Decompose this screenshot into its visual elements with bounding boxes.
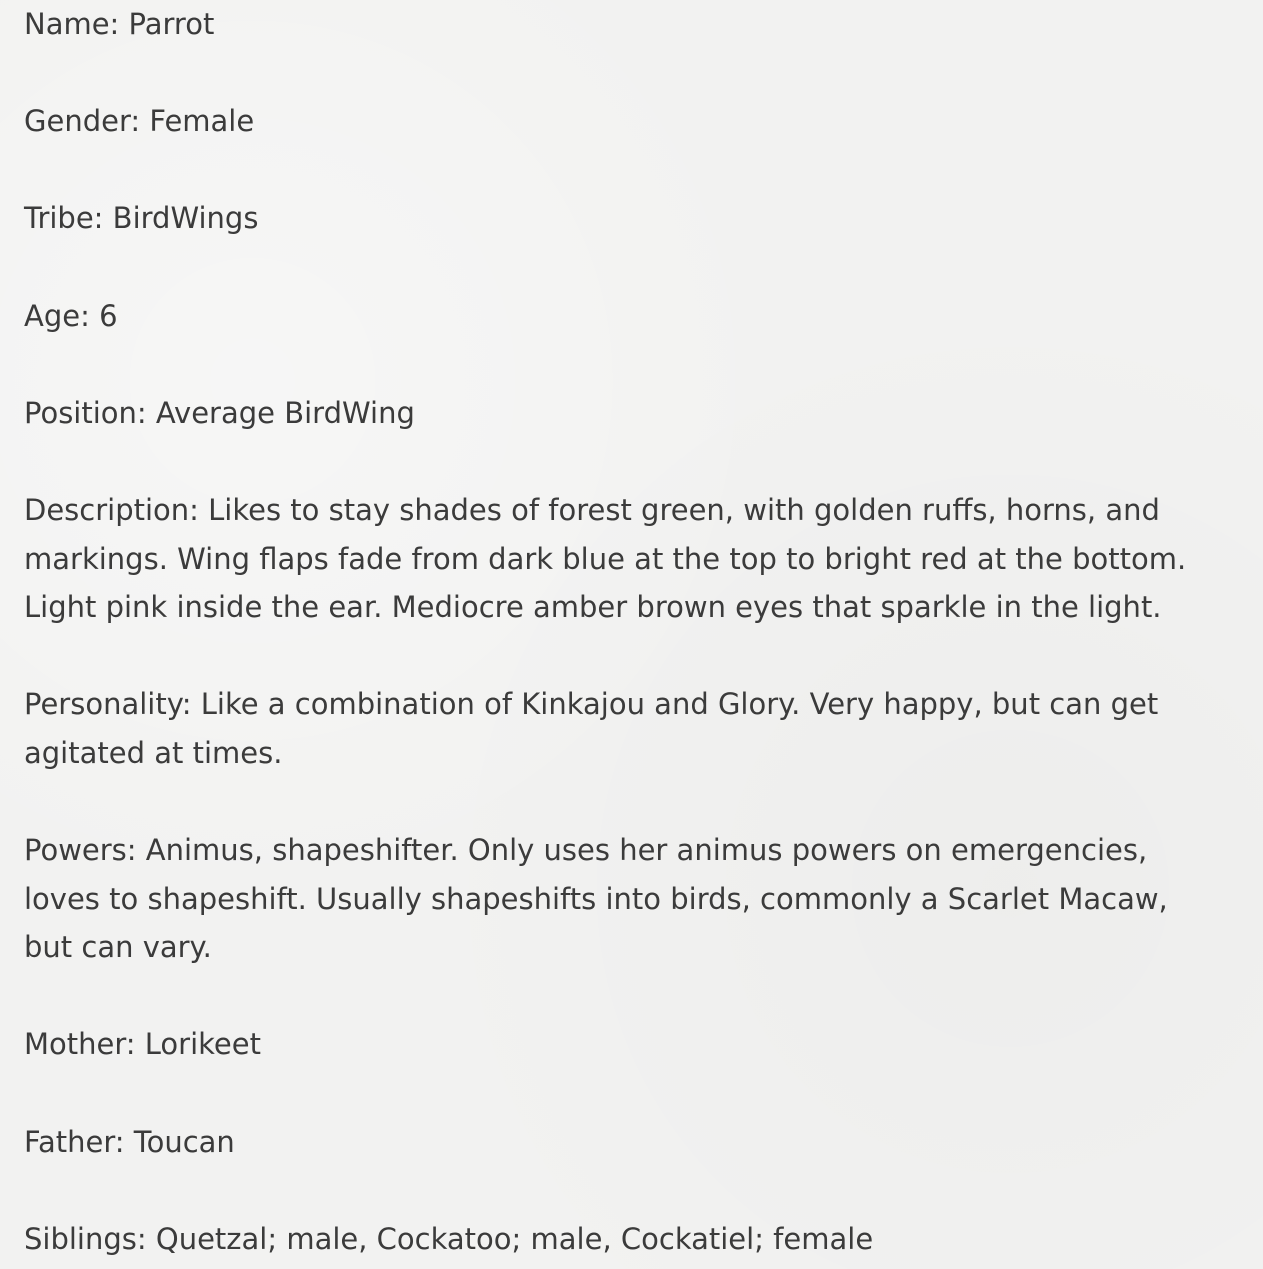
- age-line: Age: 6: [24, 298, 118, 333]
- blank-line: [24, 146, 1249, 195]
- position-line: Position: Average BirdWing: [24, 395, 415, 430]
- gender-line: Gender: Female: [24, 104, 255, 139]
- blank-line: [24, 972, 1249, 1021]
- powers-line-2: loves to shapeshift. Usually shapeshifts into birds, commonly a Scarlet Macaw,: [24, 881, 1168, 916]
- father-line: Father: Toucan: [24, 1124, 235, 1159]
- personality-line-1: Personality: Like a combination of Kinkajou and Glory. Very happy, but can get: [24, 687, 1159, 722]
- description-line-3: Light pink inside the ear. Mediocre amber brown eyes that sparkle in the light.: [24, 590, 1162, 625]
- name-line: Name: Parrot: [24, 7, 215, 41]
- blank-line: [24, 49, 1249, 98]
- blank-line: [24, 778, 1249, 827]
- siblings-line: Siblings: Quetzal; male, Cockatoo; male, Cockatiel; female: [24, 1221, 874, 1256]
- powers-line-3: but can vary.: [24, 930, 212, 965]
- powers-line-1: Powers: Animus, shapeshifter. Only uses her animus powers on emergencies,: [24, 833, 1148, 868]
- description-line-1: Description: Likes to stay shades of forest green, with golden ruffs, horns, and: [24, 492, 1160, 527]
- tribe-line: Tribe: BirdWings: [24, 201, 259, 236]
- personality-line-2: agitated at times.: [24, 735, 283, 770]
- mother-line: Mother: Lorikeet: [24, 1027, 261, 1062]
- blank-line: [24, 1166, 1249, 1215]
- blank-line: [24, 1069, 1249, 1118]
- note-body: [24, 0, 1249, 1263]
- blank-line: [24, 243, 1249, 292]
- blank-line: [24, 340, 1249, 389]
- blank-line: [24, 632, 1249, 681]
- description-line-2: markings. Wing flaps fade from dark blue at the top to bright red at the bottom.: [24, 541, 1187, 576]
- blank-line: [24, 437, 1249, 486]
